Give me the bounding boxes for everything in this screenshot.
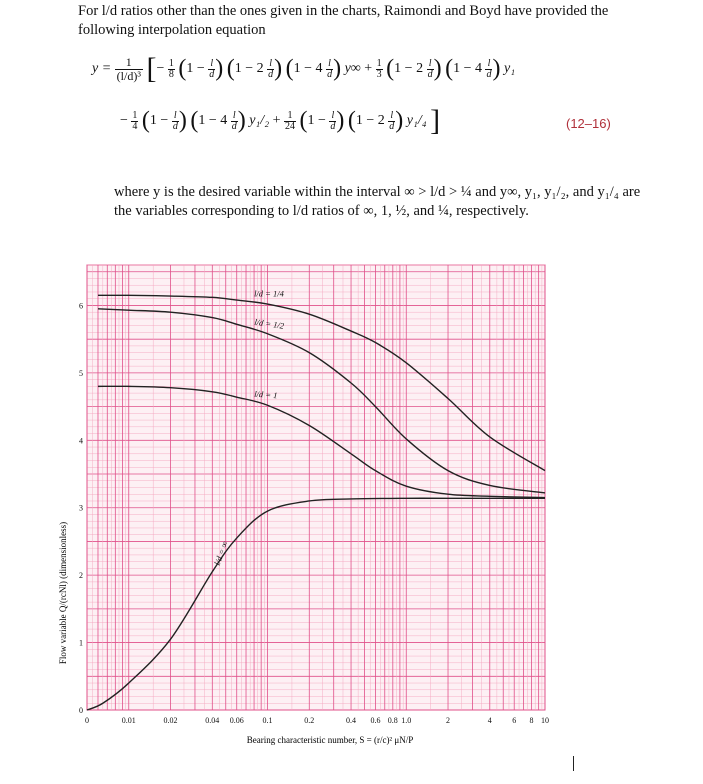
x-tick-label: 0.6 (370, 716, 381, 725)
x-tick-label: 0.8 (387, 716, 398, 725)
x-tick-label: 1.0 (401, 716, 412, 725)
eq-y-inf: y∞ (344, 61, 361, 77)
eq-y-quarter: y₁/₄ (406, 113, 427, 129)
chart-grid (87, 265, 545, 710)
eq-y-half: y₁/₂ (249, 113, 270, 129)
x-tick-label: 4 (487, 716, 492, 725)
x-tick-label: 0.2 (304, 716, 315, 725)
x-tick-label: 0.04 (205, 716, 220, 725)
flow-variable-chart (0, 255, 703, 755)
curve-label-3: l/d = ∞ (211, 539, 230, 567)
intro-paragraph: For l/d ratios other than the ones given in the charts, Raimondi and Boyd have provided the following interpolation equation (78, 3, 609, 38)
x-tick-label: 0.4 (346, 716, 357, 725)
y-tick-label: 4 (79, 436, 83, 446)
x-tick-label: 0.02 (163, 716, 178, 725)
equation-number: (12–16) (566, 116, 611, 131)
y-axis-label: Flow variable Q/(rcNl) (dimensionless) (58, 521, 68, 665)
curve-label-0: l/d = 1/4 (254, 288, 284, 299)
x-tick-label: 0.1 (262, 716, 273, 725)
eq-prefactor: $\frac{1}{\text{(l/d)³}}$ (116, 54, 141, 83)
y-tick-label: 5 (79, 368, 83, 378)
eq-lhs: y = (92, 61, 112, 77)
y-tick-label: 2 (79, 571, 83, 581)
x-tick-label: 8 (529, 716, 534, 725)
equation-line-1: y = $\frac{1}{\text{(l/d)³}}$ [− $\frac{1}{8}$ (1 − $\frac{l}{d}$ ) (1 − 2 $\frac{l}{d}$ ) (1 − 4 $\frac{l}{d}$ ) y∞ + $\frac{1}{3}$ (1 − 2 $\frac{l}{d}$ ) (1 − 4 $\frac{l}{d}$ ) y₁ (92, 52, 516, 85)
x-tick-label: 0 (85, 716, 89, 725)
where-paragraph: where y is the desired variable within the interval ∞ > l/d > ¼ and y∞, y₁, y₁/₂, and y₁/₄ are the variables corresponding to l/d ratios of ∞, 1, ½, and ¼, respectively. (114, 184, 641, 219)
curve-label-2: l/d = 1 (253, 388, 278, 401)
x-tick-label: 6 (512, 716, 517, 725)
equation-line-2: − $\frac{1}{4}$ (1 − $\frac{l}{d}$ ) (1 − 4 $\frac{l}{d}$ ) y₁/₂ + $\frac{1}{24}$ (1 − $\frac{l}{d}$ ) (1 − 2 $\frac{l}{d}$ ) y₁/₄ ] (120, 104, 441, 137)
x-tick-label: 10 (541, 716, 549, 725)
eq-y-1: y₁ (503, 61, 516, 77)
y-tick-label: 1 (79, 638, 83, 648)
y-tick-label: 0 (79, 706, 83, 715)
text-cursor (573, 756, 574, 771)
x-tick-label: 0.06 (229, 716, 244, 725)
x-tick-label: 2 (446, 716, 451, 725)
y-tick-label: 6 (79, 301, 83, 311)
x-tick-label: 0.01 (121, 716, 136, 725)
x-axis-label: Bearing characteristic number, S = (r/c)² μN/P (246, 735, 414, 745)
y-tick-label: 3 (79, 503, 83, 513)
curve-label-1: l/d = 1/2 (253, 316, 285, 331)
